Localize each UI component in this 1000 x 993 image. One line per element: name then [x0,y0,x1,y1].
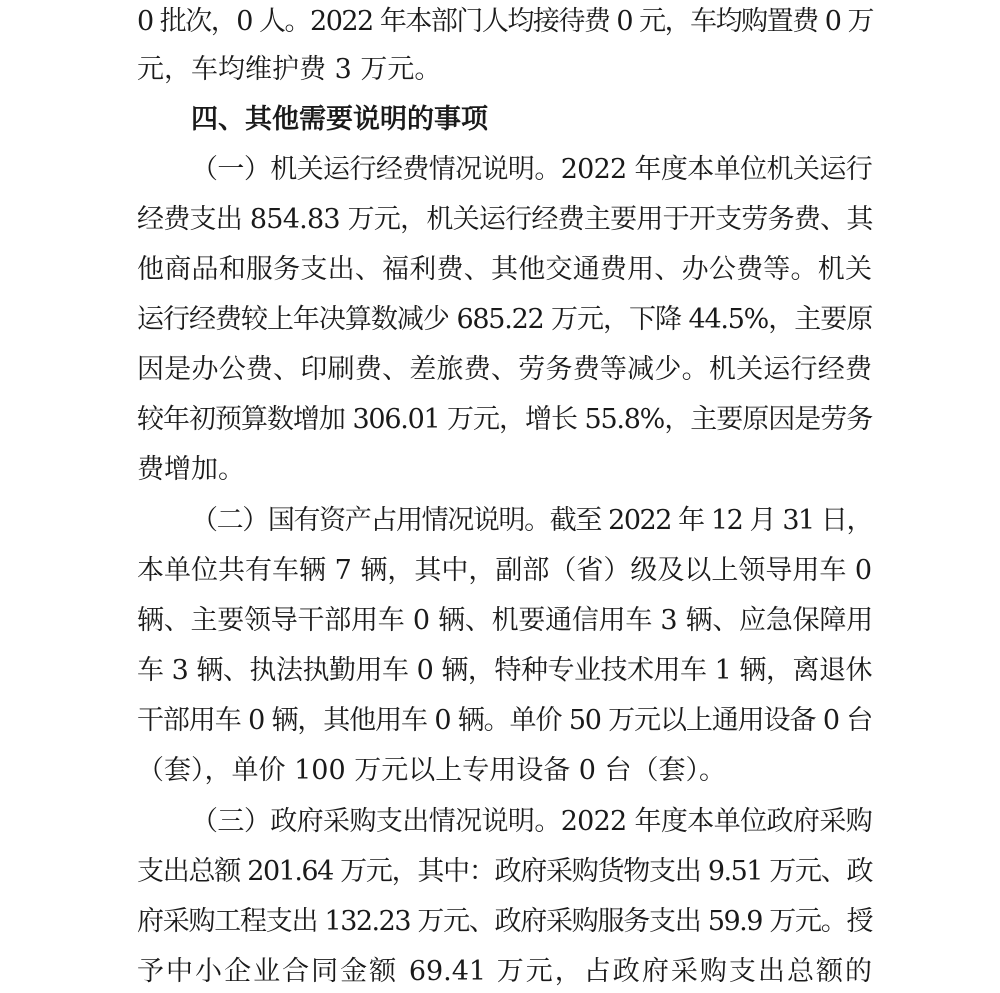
section-heading: 四、其他需要说明的事项 [191,104,488,135]
text-line: 0 批次，0 人。2022 年本部门人均接待费 0 元，车均购置费 0 万 [137,6,874,37]
paragraph-first-line: （二）国有资产占用情况说明。截至 2022 年 12 月 31 日， [191,505,872,536]
text-line: 辆、主要领导干部用车 0 辆、机要通信用车 3 辆、应急保障用 [137,605,873,636]
text-line: 经费支出 854.83 万元，机关运行经费主要用于开支劳务费、其 [137,204,873,235]
text-line: 运行经费较上年决算数减少 685.22 万元，下降 44.5%，主要原 [137,304,872,335]
text-line: 予中小企业合同金额 69.41 万元，占政府采购支出总额的 [137,956,872,987]
text-line: 费增加。 [137,454,245,485]
text-line: 干部用车 0 辆，其他用车 0 辆。单价 50 万元以上通用设备 0 台 [137,705,872,736]
text-line: （套），单价 100 万元以上专用设备 0 台（套）。 [137,755,727,786]
text-line: 车 3 辆、执法执勤用车 0 辆，特种专业技术用车 1 辆，离退休 [137,655,872,686]
text-line: 较年初预算数增加 306.01 万元，增长 55.8%，主要原因是劳务 [137,404,872,435]
paragraph-first-line: （一）机关运行经费情况说明。2022 年度本单位机关运行 [191,154,872,185]
text-line: 府采购工程支出 132.23 万元、政府采购服务支出 59.9 万元。授 [137,906,872,937]
text-line: 元，车均维护费 3 万元。 [137,54,442,85]
text-line: 支出总额 201.64 万元，其中：政府采购货物支出 9.51 万元、政 [137,856,872,887]
text-line: 因是办公费、印刷费、差旅费、劳务费等减少。机关运行经费 [137,354,872,385]
paragraph-first-line: （三）政府采购支出情况说明。2022 年度本单位政府采购 [191,806,872,837]
text-line: 他商品和服务支出、福利费、其他交通费用、办公费等。机关 [137,254,872,285]
text-line: 本单位共有车辆 7 辆，其中，副部（省）级及以上领导用车 0 [137,555,873,586]
